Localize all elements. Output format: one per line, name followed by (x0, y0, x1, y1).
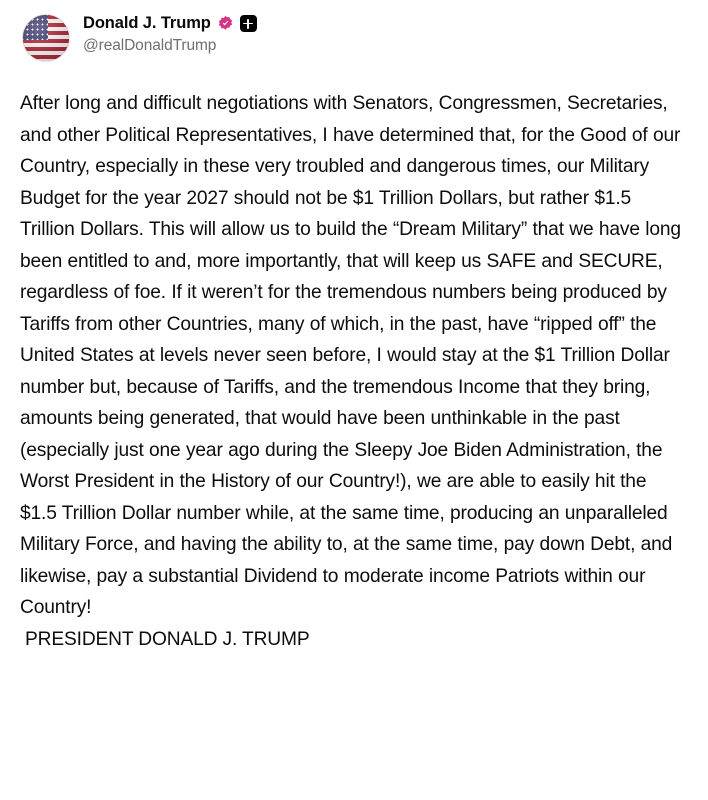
post-body: After long and difficult negotiations with Senators, Congressmen, Secretaries, and other Political Representatives, I have determined that, for the Good of our Country, especially in these very troubled and dangerous times, our Military Budget for the year 2027 should not be $1 Trillion Dollars, but rather $1.5 Trillion Dollars. This will allow us to build the “Dream Military” that we have long been entitled to and, more importantly, that will keep us SAFE and SECURE, regardless of foe. If it weren’t for the tremendous numbers being produced by Tariffs from other Countries, many of which, in the past, have “ripped off” the United States at levels never seen before, I would stay at the $1 Trillion Dollar number but, because of Tariffs, and the tremendous Income that they bring, amounts being generated, that would have been unthinkable in the past (especially just one year ago during the Sleepy Joe Biden Administration, the Worst President in the History of our Country!), we are able to easily hit the $1.5 Trillion Dollar number while, at the same time, producing an unparalleled Military Force, and having the ability to, at the same time, pay down Debt, and likewise, pay a substantial Dividend to moderate income Patriots within our Country! (20, 93, 687, 618)
post-header (20, 14, 686, 62)
avatar[interactable] (22, 14, 70, 62)
plus-badge-icon (240, 15, 257, 32)
post-signature: PRESIDENT DONALD J. TRUMP (25, 628, 310, 650)
verified-check-icon (217, 15, 234, 32)
author-identity (83, 14, 257, 55)
author-handle[interactable]: @realDonaldTrump (83, 37, 217, 54)
author-display-name[interactable]: Donald J. Trump (83, 14, 211, 33)
avatar-shading (23, 15, 69, 61)
author-name-row (83, 15, 257, 32)
